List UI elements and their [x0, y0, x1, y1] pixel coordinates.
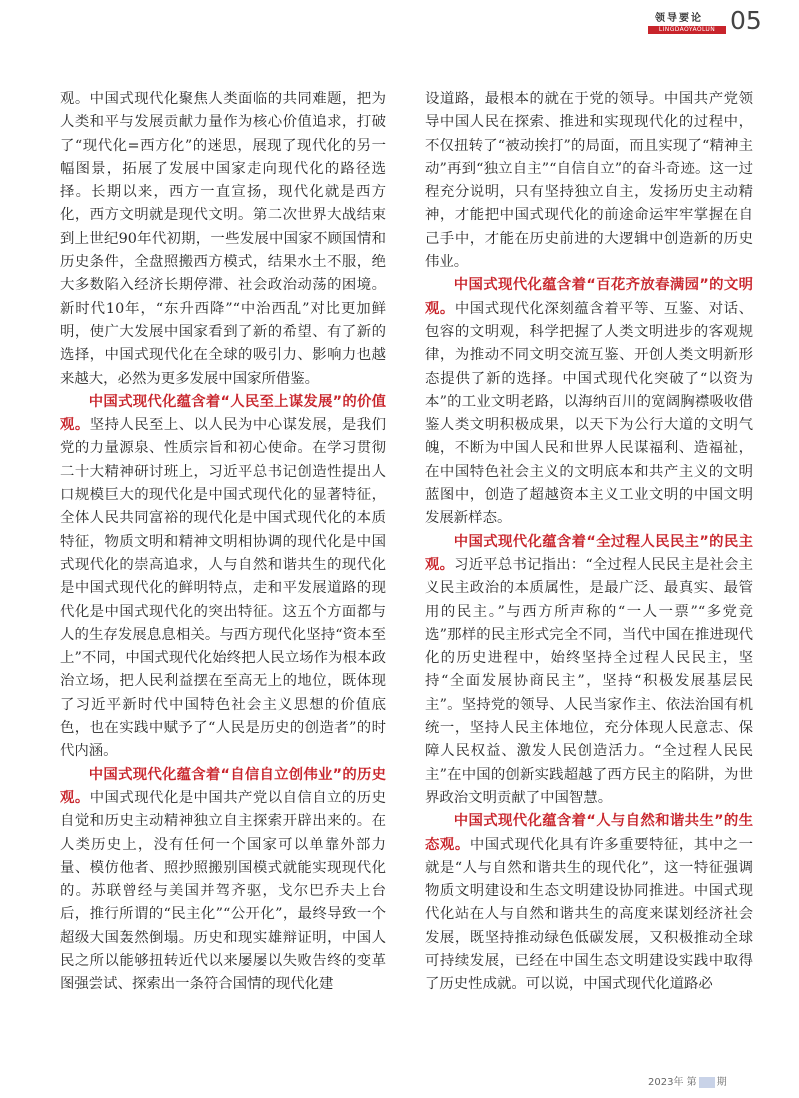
section-heading: 中国式现代化蕴含着“百花齐放春满园”的文明观。 — [425, 277, 753, 317]
column-tag: LINGDAOYAOLUN — [648, 26, 726, 34]
left-column — [60, 88, 386, 997]
section-heading: 中国式现代化蕴含着“全过程人民民主”的民主观。 — [425, 533, 753, 573]
right-column — [425, 88, 753, 997]
section-paragraph — [60, 391, 386, 764]
footer-issue-suffix: 期 — [716, 1077, 727, 1088]
section-body: 中国式现代化具有许多重要特征，其中之一就是“人与自然和谐共生的现代化”，这一特征强调物质文明建设和生态文明建设协同推进。中国式现代化站在人与自然和谐共生的高度来谋划经济社会发展，既坚持推动绿色低碳发展，又积极推动全球可持续发展，已经在中国生态文明建设实践中取得了历史性成就。可以说，中国式现代化道路必 — [425, 836, 753, 993]
section-paragraph — [425, 274, 753, 530]
section-paragraph — [60, 764, 386, 997]
section-paragraph — [425, 810, 753, 996]
column-title: 领导要论 — [655, 13, 703, 24]
section-body: 中国式现代化是中国共产党以自信自立的历史自觉和历史主动精神独立自主探索开辟出来的。在人类历史上，没有任何一个国家可以单靠外部力量、模仿他者、照抄照搬别国模式就能实现现代化的。苏联曾经与美国并驾齐驱，戈尔巴乔夫上台后，推行所谓的“民主化”“公开化”，最终导致一个超级大国轰然倒塌。历史和现实雄辩证明，中国人民之所以能够扭转近代以来屡屡以失败告终的变革图强尝试、探索出一条符合国情的现代化建 — [60, 789, 386, 993]
page-footer — [648, 1073, 727, 1088]
footer-year: 2023年 第 — [648, 1077, 697, 1088]
section-heading: 中国式现代化蕴含着“人民至上谋发展”的价值观。 — [60, 393, 386, 434]
section-body: 中国式现代化深刻蕴含着平等、互鉴、对话、包容的文明观，科学把握了人类文明进步的客观规律，为推动不同文明交流互鉴、开创人类文明新形态提供了新的选择。中国式现代化突破了“以资为本”的工业文明老路，以海纳百川的宽阔胸襟吸收借鉴人类文明积极成果，以天下为公行大道的文明气魄，不断为中国人民和世界人民谋福利、造福祉，在中国特色社会主义的文明底本和共产主义的文明蓝图中，创造了超越资本主义工业文明的中国文明发展新样态。 — [425, 300, 753, 527]
page-header — [0, 0, 799, 70]
section-paragraph — [425, 531, 753, 811]
section-heading: 中国式现代化蕴含着“人与自然和谐共生”的生态观。 — [425, 813, 753, 853]
issue-number-box — [699, 1077, 715, 1088]
section-body: 坚持人民至上、以人民为中心谋发展，是我们党的力量源泉、性质宗旨和初心使命。在学习贯彻二十大精神研讨班上，习近平总书记创造性提出人口规模巨大的现代化是中国式现代化的显著特征，全体人民共同富裕的现代化是中国式现代化的本质特征，物质文明和精神文明相协调的现代化是中国式现代化的崇高追求，人与自然和谐共生的现代化是中国式现代化的鲜明特点，走和平发展道路的现代化是中国式现代化的突出特征。这五个方面都与人的生存发展息息相关。与西方现代化坚持“资本至上”不同，中国式现代化始终把人民立场作为根本政治立场，把人民利益摆在至高无上的地位，既体现了习近平新时代中国特色社会主义思想的价值底色，也在实践中赋予了“人民是历史的创造者”的时代内涵。 — [60, 417, 386, 760]
paragraph: 观。中国式现代化聚焦人类面临的共同难题，把为人类和平与发展贡献力量作为核心价值追求，打破了“现代化=西方化”的迷思，展现了现代化的另一幅图景，拓展了发展中国家走向现代化的路径选择。长期以来，西方一直宣扬，现代化就是西方化，西方文明就是现代文明。第二次世界大战结束到上世纪90年代初期，一些发展中国家不顾国情和历史条件，全盘照搬西方模式，结果水土不服，绝大多数陷入经济长期停滞、社会政治动荡的困境。新时代10年，“东升西降”“中治西乱”对比更加鲜明，使广大发展中国家看到了新的希望、有了新的选择，中国式现代化在全球的吸引力、影响力也越来越大，必然为更多发展中国家所借鉴。 — [60, 91, 386, 387]
paragraph: 设道路，最根本的就在于党的领导。中国共产党领导中国人民在探索、推进和实现现代化的过程中，不仅扭转了“被动挨打”的局面，而且实现了“精神主动”再到“独立自主”“自信自立”的奋斗奇迹。这一过程充分说明，只有坚持独立自主，发扬历史主动精神，才能把中国式现代化的前途命运牢牢掌握在自己手中，才能在历史前进的大逻辑中创造新的历史伟业。 — [425, 91, 753, 271]
page-number: 05 — [730, 6, 762, 35]
section-heading: 中国式现代化蕴含着“自信自立创伟业”的历史观。 — [60, 766, 386, 806]
section-body: 习近平总书记指出：“全过程人民民主是社会主义民主政治的本质属性，是最广泛、最真实、最管用的民主。”与西方所声称的“一人一票”“多党竞选”那样的民主形式完全不同，当代中国在推进现代化的历史进程中，始终坚持全过程人民民主，坚持“全面发展协商民主”，坚持“积极发展基层民主”。坚持党的领导、人民当家作主、依法治国有机统一，坚持人民主体地位，充分体现人民意志、保障人民权益、激发人民创造活力。“全过程人民民主”在中国的创新实践超越了西方民主的陷阱，为世界政治文明贡献了中国智慧。 — [425, 556, 753, 806]
